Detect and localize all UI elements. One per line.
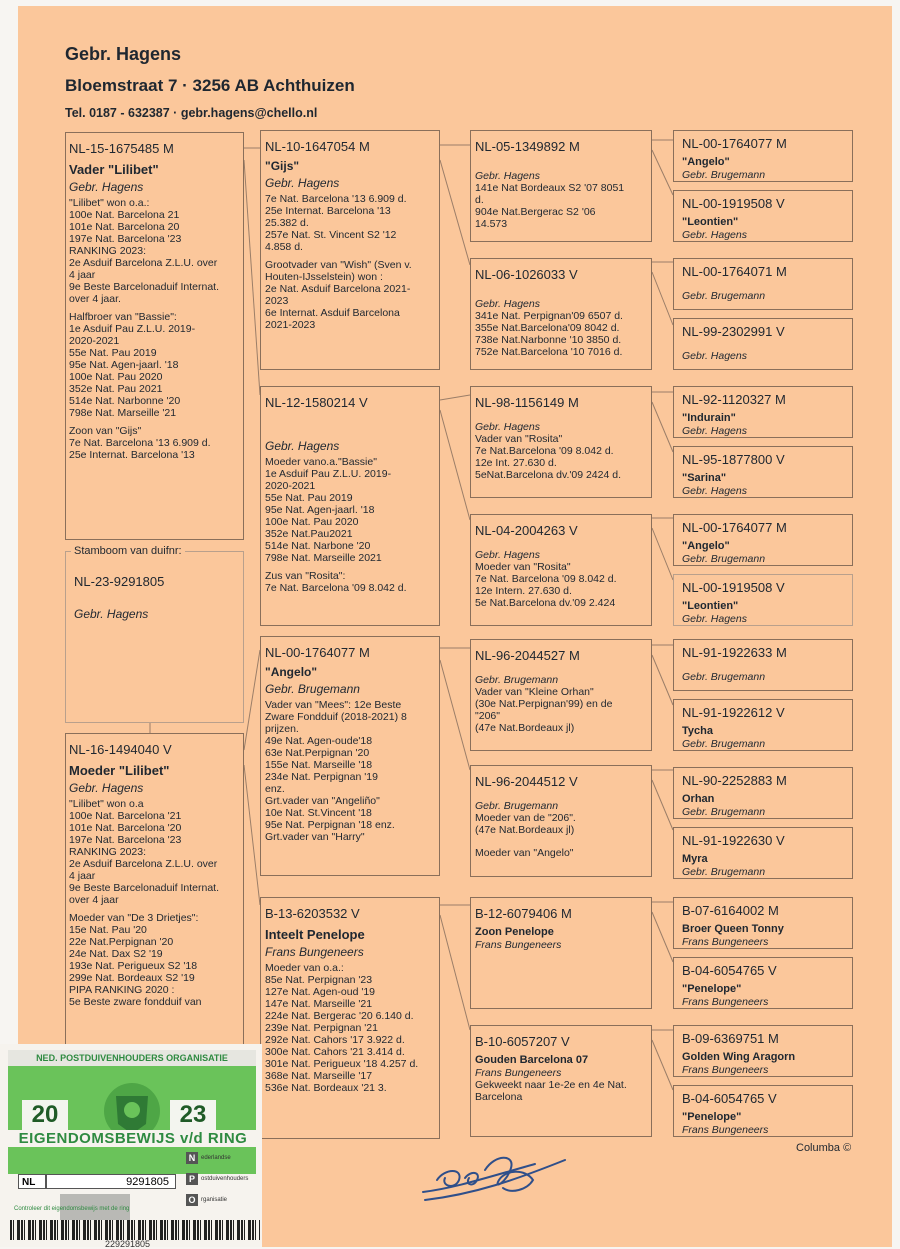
gg2-line-2: Gebr. Hagens: [475, 298, 540, 310]
gg5-line-6: (47e Nat.Bordeaux jl): [475, 722, 575, 734]
ggg7-line-1: "Angelo": [682, 540, 730, 552]
great-grandparent-2-box: [470, 258, 652, 370]
ggg-parent-9-box: [673, 639, 853, 691]
g4-line-4: 85e Nat. Perpignan '23: [265, 974, 373, 986]
ggg-parent-14-box: [673, 957, 853, 1009]
g3-line-9: 234e Nat. Perpignan '19: [265, 771, 378, 783]
ggg1-line-0: NL-00-1764077 M: [682, 136, 787, 151]
main-line-14: 1e Asduif Pau Z.L.U. 2019-: [69, 323, 196, 335]
granddam-1-box: [260, 386, 440, 626]
g1-line-5: 25.382 d.: [265, 217, 309, 229]
main-line-8: 2e Asduif Barcelona Z.L.U. over: [69, 257, 218, 269]
ggg-parent-11-box: [673, 767, 853, 819]
gg8-line-0: B-10-6057207 V: [475, 1034, 570, 1049]
sticker-org-name: NED. POSTDUIVENHOUDERS ORGANISATIE: [8, 1050, 256, 1066]
g4-line-10: 300e Nat. Cahors '21 3.414 d.: [265, 1046, 405, 1058]
main-line-9: 4 jaar: [69, 269, 96, 281]
main-line-10: 9e Beste Barcelonaduif Internat.: [69, 281, 220, 293]
g2-line-6: 2020-2021: [265, 480, 316, 492]
g3-line-3: Vader van "Mees": 12e Beste: [265, 699, 402, 711]
ggg16-line-2: Frans Bungeneers: [682, 1123, 769, 1136]
main-line-16: 55e Nat. Pau 2019: [69, 347, 157, 359]
g2-line-12: 798e Nat. Marseille 2021: [265, 552, 382, 564]
gg4-line-2: Gebr. Hagens: [475, 549, 540, 561]
breeder-address: Bloemstraat 7 · 3256 AB Achthuizen: [65, 76, 355, 95]
g2-line-4: Moeder vano.a."Bassie": [265, 456, 377, 468]
g2-line-10: 352e Nat.Pau2021: [265, 528, 353, 540]
ggg12-line-0: NL-91-1922630 V: [682, 833, 785, 848]
ggg2-line-2: Gebr. Hagens: [682, 228, 747, 241]
g1-line-7: 4.858 d.: [265, 241, 303, 253]
great-grandparent-5-box: [470, 639, 652, 751]
g1-line-10: Houten-IJsselstein) won :: [265, 271, 383, 283]
ggg16-line-0: B-04-6054765 V: [682, 1091, 777, 1106]
g2-line-14: Zus van "Rosita":: [265, 570, 346, 582]
dam-line-4: 100e Nat. Barcelona '21: [69, 810, 182, 822]
ggg-parent-16-box: [673, 1085, 853, 1137]
g3-line-6: 49e Nat. Agen-oude'18: [265, 735, 373, 747]
gg2-line-0: NL-06-1026033 V: [475, 267, 578, 282]
g1-line-11: 2e Nat. Asduif Barcelona 2021-: [265, 283, 411, 295]
ggg3-line-2: Gebr. Brugemann: [682, 290, 766, 302]
gg2-line-1: [475, 287, 651, 298]
dam-line-6: 197e Nat. Barcelona '23: [69, 834, 182, 846]
gg1-line-4: d.: [475, 194, 484, 206]
main-line-15: 2020-2021: [69, 335, 120, 347]
sticker-ring-number: 9291805: [46, 1174, 176, 1189]
dam-line-3: "Lilibet" won o.a: [69, 798, 144, 810]
gg4-line-5: 12e Intern. 27.630 d.: [475, 585, 572, 597]
ggg8-line-0: NL-00-1919508 V: [682, 580, 785, 595]
g4-line-0: B-13-6203532 V: [265, 906, 360, 921]
dam-line-18: 299e Nat. Bordeaux S2 '19: [69, 972, 195, 984]
grandsire-1-box: [260, 130, 440, 370]
g2-line-11: 514e Nat. Narbone '20: [265, 540, 371, 552]
gg5-line-2: Gebr. Brugemann: [475, 674, 559, 686]
g3-line-5: prijzen.: [265, 723, 299, 735]
ggg11-line-2: Gebr. Brugemann: [682, 805, 766, 818]
g2-line-7: 55e Nat. Pau 2019: [265, 492, 353, 504]
ggg2-line-0: NL-00-1919508 V: [682, 196, 785, 211]
main-line-25: 25e Internat. Barcelona '13: [69, 449, 195, 461]
g4-line-5: 127e Nat. Agen-oud '19: [265, 986, 376, 998]
breeder-contact: Tel. 0187 - 632387 · gebr.hagens@chello.nl: [65, 106, 318, 120]
gg2-line-5: 738e Nat.Narbonne '10 3850 d.: [475, 334, 622, 346]
ggg7-line-0: NL-00-1764077 M: [682, 520, 787, 535]
g1-line-14: 2021-2023: [265, 319, 316, 331]
g4-line-11: 301e Nat. Perigueux '18 4.257 d.: [265, 1058, 419, 1070]
dam-line-11: over 4 jaar: [69, 894, 119, 906]
great-grandparent-1-box: [470, 130, 652, 242]
dam-line-13: Moeder van "De 3 Drietjes":: [69, 912, 199, 924]
gg8-line-2: Frans Bungeneers: [475, 1066, 562, 1079]
g3-line-0: NL-00-1764077 M: [265, 645, 370, 660]
ggg2-line-1: "Leontien": [682, 216, 739, 228]
gg2-line-6: 752e Nat.Barcelona '10 7016 d.: [475, 346, 623, 358]
sticker-word-1: ederlandse: [201, 1155, 231, 1161]
gg8-line-3: Gekweekt naar 1e-2e en 4e Nat.: [475, 1078, 627, 1091]
g2-line-1: [265, 415, 439, 426]
ggg7-line-2: Gebr. Brugemann: [682, 552, 766, 565]
granddam-2-box: [260, 897, 440, 1139]
ggg-parent-15-box: [673, 1025, 853, 1077]
g3-line-12: 10e Nat. St.Vincent '18: [265, 807, 372, 819]
subject-line-1: [74, 594, 243, 605]
ggg14-line-1: "Penelope": [682, 983, 742, 995]
ggg6-line-2: Gebr. Hagens: [682, 484, 747, 497]
g2-line-3: Gebr. Hagens: [265, 439, 340, 453]
g3-line-7: 63e Nat.Perpignan '20: [265, 747, 370, 759]
ggg-parent-7-box: [673, 514, 853, 566]
g4-line-1: Inteelt Penelope: [265, 927, 365, 942]
main-line-13: Halfbroer van "Bassie":: [69, 311, 177, 323]
ggg-parent-2-box: [673, 190, 853, 242]
gg2-line-4: 355e Nat.Barcelona'09 8042 d.: [475, 322, 620, 334]
ggg5-line-1: "Indurain": [682, 412, 736, 424]
g1-line-0: NL-10-1647054 M: [265, 139, 370, 154]
great-grandparent-6-box: [470, 765, 652, 877]
ggg14-line-0: B-04-6054765 V: [682, 963, 777, 978]
ggg6-line-1: "Sarina": [682, 472, 727, 484]
g1-line-13: 6e Internat. Asduif Barcelona: [265, 307, 400, 319]
gg5-line-4: (30e Nat.Perpignan'99) en de: [475, 698, 613, 710]
ggg-parent-8-box: [673, 574, 853, 626]
gg6-line-4: (47e Nat.Bordeaux jl): [475, 824, 575, 836]
g2-line-2: [265, 426, 439, 437]
ggg8-line-2: Gebr. Hagens: [682, 612, 747, 625]
great-grandparent-8-box: [470, 1025, 652, 1137]
grandsire-2-box: [260, 636, 440, 876]
gg5-line-5: "206": [475, 710, 500, 722]
dam-line-15: 22e Nat.Perpignan '20: [69, 936, 174, 948]
ggg9-line-2: Gebr. Brugemann: [682, 671, 766, 683]
gg8-line-1: Gouden Barcelona 07: [475, 1054, 589, 1066]
dam-line-16: 24e Nat. Dax S2 '19: [69, 948, 163, 960]
gg1-line-0: NL-05-1349892 M: [475, 139, 580, 154]
subject-line-2: Gebr. Hagens: [74, 607, 149, 621]
ggg15-line-2: Frans Bungeneers: [682, 1063, 769, 1076]
ggg1-line-1: "Angelo": [682, 156, 730, 168]
ggg4-line-0: NL-99-2302991 V: [682, 324, 785, 339]
sticker-letter-p: P: [186, 1173, 198, 1185]
subject-line-0: NL-23-9291805: [74, 574, 165, 589]
barcode: [10, 1220, 260, 1240]
gg1-line-6: 14.573: [475, 218, 508, 230]
g3-line-13: 95e Nat. Perpignan '18 enz.: [265, 819, 395, 831]
g4-line-7: 224e Nat. Bergerac '20 6.140 d.: [265, 1010, 414, 1022]
g4-line-9: 292e Nat. Cahors '17 3.922 d.: [265, 1034, 405, 1046]
g4-line-6: 147e Nat. Marseille '21: [265, 998, 373, 1010]
gg6-line-5: [475, 836, 651, 847]
g1-line-3: 7e Nat. Barcelona '13 6.909 d.: [265, 193, 407, 205]
g2-line-9: 100e Nat. Pau 2020: [265, 516, 359, 528]
main-line-21: 798e Nat. Marseille '21: [69, 407, 177, 419]
ggg12-line-1: Myra: [682, 853, 708, 865]
main-line-23: Zoon van "Gijs": [69, 425, 142, 437]
g2-line-8: 95e Nat. Agen-jaarl. '18: [265, 504, 375, 516]
gg4-line-3: Moeder van "Rosita": [475, 561, 571, 573]
sticker-letter-o: O: [186, 1194, 198, 1206]
main-line-20: 514e Nat. Narbonne '20: [69, 395, 181, 407]
g4-line-3: Moeder van o.a.:: [265, 962, 344, 974]
g2-line-0: NL-12-1580214 V: [265, 395, 368, 410]
ggg6-line-0: NL-95-1877800 V: [682, 452, 785, 467]
g4-line-13: 536e Nat. Bordeaux '21 3.: [265, 1082, 387, 1094]
gg3-line-3: Vader van "Rosita": [475, 433, 563, 445]
g3-line-8: 155e Nat. Marseille '18: [265, 759, 373, 771]
g1-line-6: 257e Nat. St. Vincent S2 '12: [265, 229, 397, 241]
gg6-line-2: Gebr. Brugemann: [475, 800, 559, 812]
main-line-24: 7e Nat. Barcelona '13 6.909 d.: [69, 437, 211, 449]
ggg-parent-5-box: [673, 386, 853, 438]
g4-line-8: 239e Nat. Perpignan '21: [265, 1022, 378, 1034]
main-line-4: 100e Nat. Barcelona 21: [69, 209, 180, 221]
dam-line-17: 193e Nat. Perigueux S2 '18: [69, 960, 198, 972]
gg3-line-6: 5eNat.Barcelona dv.'09 2424 d.: [475, 469, 621, 481]
main-line-19: 352e Nat. Pau 2021: [69, 383, 163, 395]
gg4-line-4: 7e Nat. Barcelona '09 8.042 d.: [475, 573, 617, 585]
signature: [415, 1150, 575, 1210]
ggg15-line-0: B-09-6369751 M: [682, 1031, 779, 1046]
dam-line-1: Moeder "Lilibet": [69, 763, 170, 778]
gg3-line-0: NL-98-1156149 M: [475, 395, 579, 410]
ggg-parent-6-box: [673, 446, 853, 498]
gg4-line-0: NL-04-2004263 V: [475, 523, 578, 538]
dam-line-5: 101e Nat. Barcelona '20: [69, 822, 182, 834]
g3-line-14: Grt.vader van "Harry": [265, 831, 365, 843]
main-line-11: over 4 jaar.: [69, 293, 121, 305]
ggg15-line-1: Golden Wing Aragorn: [682, 1051, 796, 1063]
ggg-parent-3-box: [673, 258, 853, 310]
g2-line-5: 1e Asduif Pau Z.L.U. 2019-: [265, 468, 392, 480]
gg7-line-2: Frans Bungeneers: [475, 938, 562, 951]
ggg13-line-2: Frans Bungeneers: [682, 935, 769, 948]
copyright: Columba ©: [796, 1142, 852, 1154]
ggg-parent-13-box: [673, 897, 853, 949]
gg5-line-3: Vader van "Kleine Orhan": [475, 686, 594, 698]
dam-line-9: 4 jaar: [69, 870, 96, 882]
sticker-country-code: NL: [18, 1174, 46, 1189]
ggg10-line-2: Gebr. Brugemann: [682, 737, 766, 750]
main-line-18: 100e Nat. Pau 2020: [69, 371, 163, 383]
gg1-line-3: 141e Nat Bordeaux S2 '07 8051: [475, 182, 625, 194]
ggg9-line-0: NL-91-1922633 M: [682, 645, 787, 660]
sticker-year-right: 23: [170, 1100, 216, 1130]
ggg16-line-1: "Penelope": [682, 1111, 742, 1123]
main-line-3: "Lilibet" won o.a.:: [69, 197, 150, 209]
ggg4-line-2: Gebr. Hagens: [682, 350, 747, 362]
gg4-line-6: 5e Nat.Barcelona dv.'09 2.424: [475, 597, 616, 609]
g3-line-4: Zware Fondduif (2018-2021) 8: [265, 711, 407, 723]
gg6-line-6: Moeder van "Angelo": [475, 847, 574, 859]
main-line-1: Vader "Lilibet": [69, 162, 159, 177]
gg3-line-2: Gebr. Hagens: [475, 421, 540, 433]
ggg5-line-2: Gebr. Hagens: [682, 424, 747, 437]
g1-line-2: Gebr. Hagens: [265, 176, 340, 190]
ggg8-line-1: "Leontien": [682, 600, 739, 612]
sticker-title: EIGENDOMSBEWIJS v/d RING: [8, 1130, 258, 1147]
main-line-6: 197e Nat. Barcelona '23: [69, 233, 182, 245]
gg2-line-3: 341e Nat. Perpignan'09 6507 d.: [475, 310, 623, 322]
dam-box: [65, 733, 244, 1053]
gg3-line-4: 7e Nat.Barcelona '09 8.042 d.: [475, 445, 614, 457]
ggg10-line-0: NL-91-1922612 V: [682, 705, 785, 720]
g1-line-1: "Gijs": [265, 159, 300, 173]
g1-line-4: 25e Internat. Barcelona '13: [265, 205, 391, 217]
ggg-parent-10-box: [673, 699, 853, 751]
gg3-line-5: 12e Int. 27.630 d.: [475, 457, 557, 469]
barcode-number: 229291805: [105, 1239, 151, 1249]
gg1-line-2: Gebr. Hagens: [475, 170, 540, 182]
ggg-parent-1-box: [673, 130, 853, 182]
main-line-17: 95e Nat. Agen-jaarl. '18: [69, 359, 179, 371]
main-line-5: 101e Nat. Barcelona 20: [69, 221, 180, 233]
sticker-letter-n: N: [186, 1152, 198, 1164]
pedigree-for-label: Stamboom van duifnr:: [71, 545, 185, 557]
ggg-parent-12-box: [673, 827, 853, 879]
g3-line-2: Gebr. Brugemann: [265, 682, 360, 696]
ggg5-line-0: NL-92-1120327 M: [682, 392, 786, 407]
ggg11-line-0: NL-90-2252883 M: [682, 773, 787, 788]
g2-line-15: 7e Nat. Barcelona '09 8.042 d.: [265, 582, 407, 594]
main-line-7: RANKING 2023:: [69, 245, 147, 257]
dam-line-20: 5e Beste zware fondduif van: [69, 996, 202, 1008]
ggg3-line-0: NL-00-1764071 M: [682, 264, 787, 279]
sticker-word-3: rganisatie: [201, 1197, 228, 1203]
ownership-certificate-sticker: [0, 1044, 262, 1247]
ggg13-line-0: B-07-6164002 M: [682, 903, 779, 918]
gg5-line-0: NL-96-2044527 M: [475, 648, 580, 663]
dam-line-0: NL-16-1494040 V: [69, 742, 172, 757]
dam-line-8: 2e Asduif Barcelona Z.L.U. over: [69, 858, 218, 870]
great-grandparent-3-box: [470, 386, 652, 498]
g3-line-10: enz.: [265, 783, 285, 795]
main-line-2: Gebr. Hagens: [69, 180, 144, 194]
ggg-parent-4-box: [673, 318, 853, 370]
sticker-word-2: ostduivenhouders: [201, 1176, 249, 1182]
gg8-line-4: Barcelona: [475, 1090, 523, 1103]
gg1-line-1: [475, 159, 651, 170]
g3-line-11: Grt.vader van "Angeliño": [265, 795, 380, 807]
ggg13-line-1: Broer Queen Tonny: [682, 923, 784, 935]
great-grandparent-4-box: [470, 514, 652, 626]
dam-line-14: 15e Nat. Pau '20: [69, 924, 147, 936]
dam-line-2: Gebr. Hagens: [69, 781, 144, 795]
gg7-line-1: Zoon Penelope: [475, 926, 554, 938]
subject-box: [65, 551, 244, 723]
gg6-line-0: NL-96-2044512 V: [475, 774, 578, 789]
ggg10-line-1: Tycha: [682, 725, 713, 737]
sticker-year-left: 20: [22, 1100, 68, 1130]
sire-box: [65, 132, 244, 540]
breeder-name: Gebr. Hagens: [65, 44, 182, 64]
ggg1-line-2: Gebr. Brugemann: [682, 168, 766, 181]
g1-line-9: Grootvader van "Wish" (Sven v.: [265, 259, 412, 271]
dam-line-19: PIPA RANKING 2020 :: [69, 984, 175, 996]
g1-line-12: 2023: [265, 295, 289, 307]
g4-line-12: 368e Nat. Marseille '17: [265, 1070, 373, 1082]
dam-line-7: RANKING 2023:: [69, 846, 147, 858]
great-grandparent-7-box: [470, 897, 652, 1009]
sticker-footer: Controleer dit eigendomsbewijs met de ring: [14, 1206, 130, 1212]
gg6-line-3: Moeder van de "206".: [475, 812, 576, 824]
gg1-line-5: 904e Nat.Bergerac S2 '06: [475, 206, 596, 218]
g3-line-1: "Angelo": [265, 665, 318, 679]
ggg14-line-2: Frans Bungeneers: [682, 995, 769, 1008]
ggg12-line-2: Gebr. Brugemann: [682, 865, 766, 878]
gg7-line-0: B-12-6079406 M: [475, 906, 572, 921]
dam-line-10: 9e Beste Barcelonaduif Internat.: [69, 882, 220, 894]
g4-line-2: Frans Bungeneers: [265, 945, 364, 959]
main-line-0: NL-15-1675485 M: [69, 141, 174, 156]
ggg11-line-1: Orhan: [682, 793, 715, 805]
